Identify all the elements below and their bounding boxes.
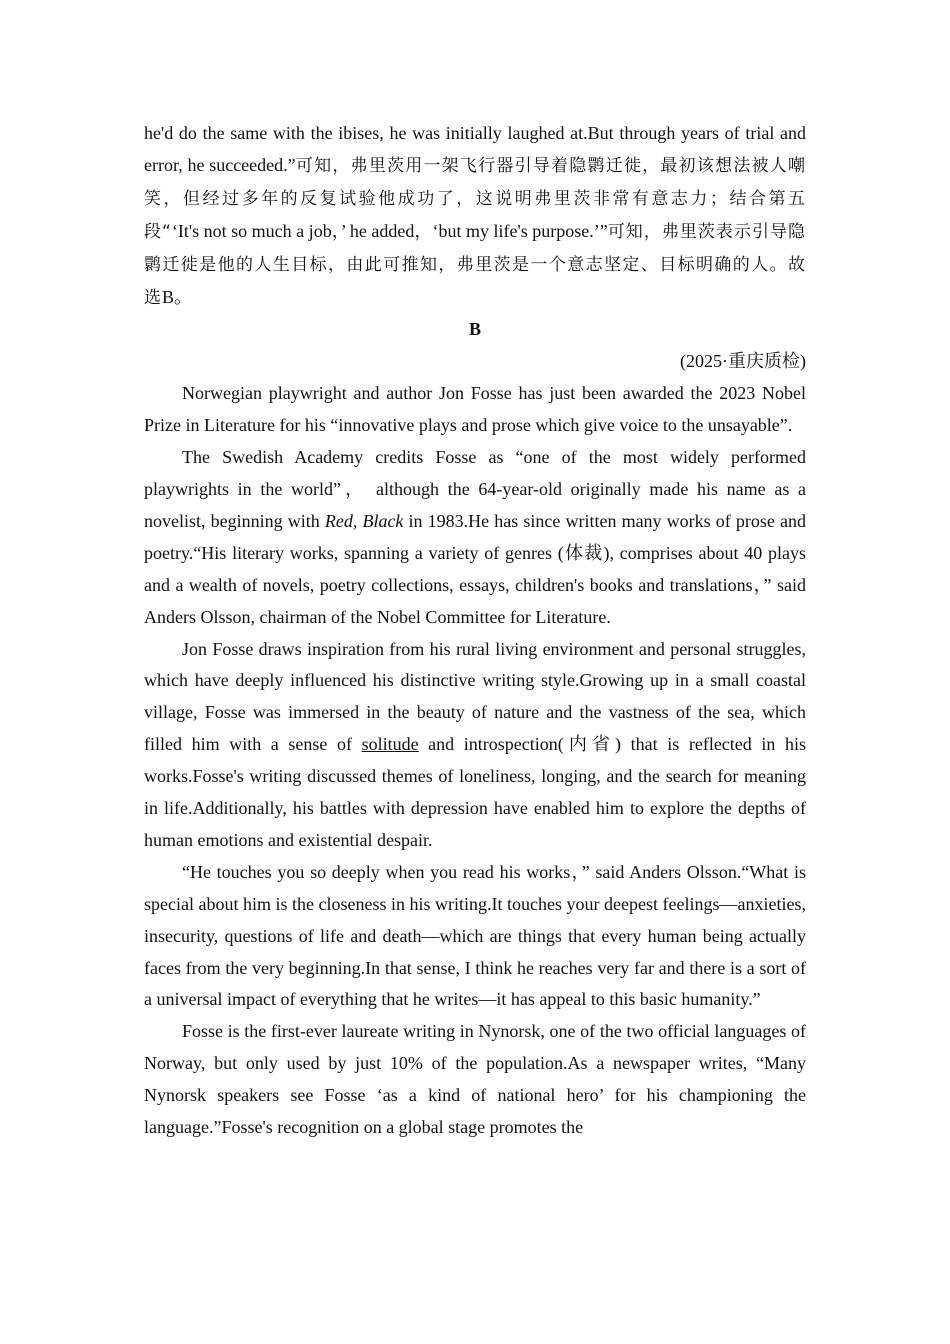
paragraph-2-text-a: The Swedish Academy credits Fosse as “one of the most widely performed playwrights in the world”， although the 64-year-old originally made his name as a novelist, beginning with bbox=[144, 447, 806, 531]
explanation-chinese: 可知，弗里茨用一架飞行器引导着隐鹮迁徙，最初该想法被人嘲笑，但经过多年的反复试验他成功了，这说明弗里茨非常有意志力；结合第五段“ bbox=[144, 155, 806, 242]
passage-paragraph-5: Fosse is the first-ever laureate writing in Nynorsk, one of the two official languages of Norway, but only used by just 10% of the population.As a newspaper writes, “Many Nynorsk speakers see Fosse ‘as a kind of national hero’ for his championing the language.”Fosse's recognition on a global stage promotes the bbox=[144, 1021, 806, 1138]
paragraph-3-text-a: Jon Fosse draws inspiration from his rural living environment and personal struggles, which have deeply influenced his distinctive writing style.Growing up in a small coastal village, Fosse was immersed in the beauty of nature and the vastness of the sea, which filled him with a sense of bbox=[144, 638, 806, 755]
passage-paragraph-4: “He touches you so deeply when you read his works，” said Anders Olsson.“What is special about him is the closeness in his writing.It touches your deepest feelings—anxieties, insecurity, questions of life and death—which are things that every human being actually faces from the very beginning.In that sense, I think he reaches very far and there is a sort of a universal impact of everything that he writes—it has appeal to this basic humanity.” bbox=[144, 861, 806, 1010]
underlined-word: solitude bbox=[361, 734, 419, 755]
passage-paragraph-2 bbox=[144, 442, 806, 633]
passage-paragraph-3 bbox=[144, 634, 806, 857]
answer-explanation bbox=[144, 118, 806, 314]
answer-choice: B。 bbox=[162, 286, 193, 307]
book-title: Red, Black bbox=[324, 510, 404, 531]
explanation-english: he'd do the same with the ibises, he was initially laughed at.But through years of trial and error, he succeeded.” bbox=[144, 123, 806, 175]
explanation-quote: ‘It's not so much a job，’ he added，‘but my life's purpose.’” bbox=[171, 220, 608, 241]
section-label: B bbox=[468, 319, 481, 340]
paragraph-2-text-b: in 1983.He has since written many works of prose and poetry.“His literary works, spanning a variety of genres (体裁), comprises about 40 plays and a wealth of novels, poetry collections, essays, children's books and translations，” said Anders Olsson, chairman of the Nobel Committee for Literature. bbox=[144, 510, 806, 627]
source-note: (2025·重庆质检) bbox=[680, 351, 806, 372]
paragraph-3-text-b: and introspection(内省) that is reflected in his works.Fosse's writing discussed themes of loneliness, longing, and the search for meaning in life.Additionally, his battles with depression have enabled him to explore the depths of human emotions and existential despair. bbox=[144, 734, 806, 850]
passage-paragraph-1: Norwegian playwright and author Jon Fosse has just been awarded the 2023 Nobel Prize in Literature for his “innovative plays and prose which give voice to the unsayable”. bbox=[144, 383, 806, 436]
explanation-conclusion: 可知，弗里茨表示引导隐鹮迁徙是他的人生目标，由此可推知，弗里茨是一个意志坚定、目标明确的人。故选 bbox=[144, 221, 806, 308]
document-page bbox=[144, 118, 806, 1144]
